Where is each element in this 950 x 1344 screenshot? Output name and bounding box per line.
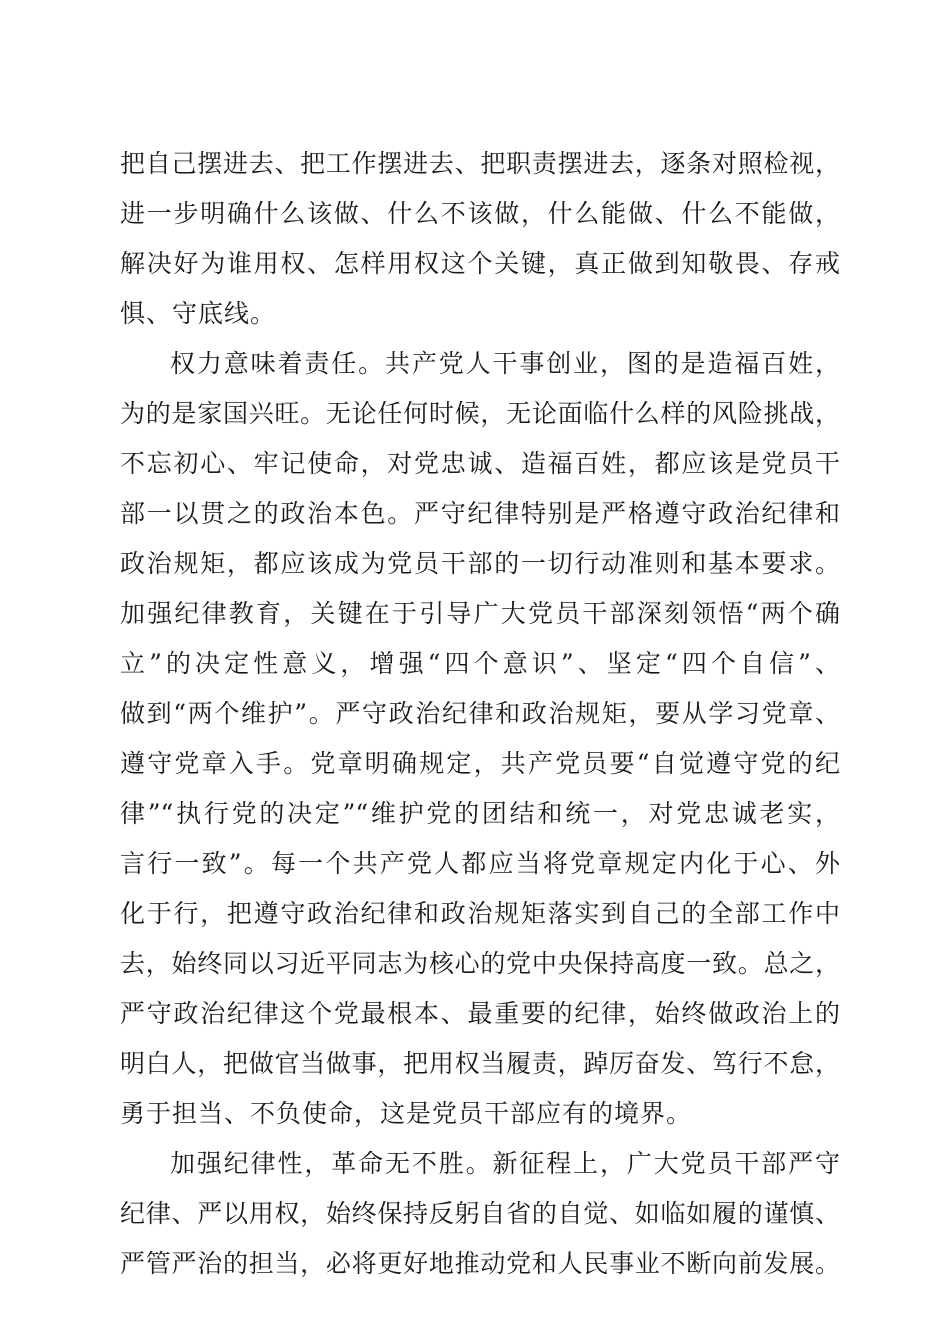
paragraph-2-line-8: 做到“两个维护”。严守政治纪律和政治规矩，要从学习党章、	[120, 699, 840, 728]
paragraph-2-line-10: 律”“执行党的决定”“维护党的团结和统一，对党忠诚老实，	[120, 799, 840, 828]
paragraph-2-line-16: 勇于担当、不负使命，这是党员干部应有的境界。	[120, 1099, 693, 1128]
paragraph-2-line-5: 政治规矩，都应该成为党员干部的一切行动准则和基本要求。	[120, 549, 840, 578]
paragraph-1-line-2: 进一步明确什么该做、什么不该做，什么能做、什么不能做，	[120, 199, 840, 228]
paragraph-1-line-3: 解决好为谁用权、怎样用权这个关键，真正做到知敬畏、存戒	[120, 249, 840, 278]
paragraph-2-line-4: 部一以贯之的政治本色。严守纪律特别是严格遵守政治纪律和	[120, 499, 840, 528]
paragraph-3-line-1: 加强纪律性，革命无不胜。新征程上，广大党员干部严守	[170, 1149, 840, 1178]
paragraph-2-line-2: 为的是家国兴旺。无论任何时候，无论面临什么样的风险挑战，	[120, 399, 840, 428]
paragraph-2-line-15: 明白人，把做官当做事，把用权当履责，踔厉奋发、笃行不怠，	[120, 1049, 840, 1078]
paragraph-2-line-11: 言行一致”。每一个共产党人都应当将党章规定内化于心、外	[120, 849, 840, 878]
paragraph-3-line-3: 严管严治的担当，必将更好地推动党和人民事业不断向前发展。	[120, 1249, 840, 1278]
paragraph-3-line-2: 纪律、严以用权，始终保持反躬自省的自觉、如临如履的谨慎、	[120, 1199, 840, 1228]
paragraph-1-line-4: 惧、守底线。	[120, 299, 277, 328]
paragraph-2-line-9: 遵守党章入手。党章明确规定，共产党员要“自觉遵守党的纪	[120, 749, 840, 778]
paragraph-2-line-12: 化于行，把遵守政治纪律和政治规矩落实到自己的全部工作中	[120, 899, 840, 928]
paragraph-2-line-7: 立”的决定性意义，增强“四个意识”、坚定“四个自信”、	[120, 649, 840, 678]
paragraph-2-line-13: 去，始终同以习近平同志为核心的党中央保持高度一致。总之，	[120, 949, 840, 978]
paragraph-2-line-1: 权力意味着责任。共产党人干事创业，图的是造福百姓，	[170, 349, 840, 378]
paragraph-2-line-6: 加强纪律教育，关键在于引导广大党员干部深刻领悟“两个确	[120, 599, 840, 628]
paragraph-2-line-14: 严守政治纪律这个党最根本、最重要的纪律，始终做政治上的	[120, 999, 840, 1028]
paragraph-2-line-3: 不忘初心、牢记使命，对党忠诚、造福百姓，都应该是党员干	[120, 449, 840, 478]
paragraph-1-line-1: 把自己摆进去、把工作摆进去、把职责摆进去，逐条对照检视，	[120, 149, 840, 178]
